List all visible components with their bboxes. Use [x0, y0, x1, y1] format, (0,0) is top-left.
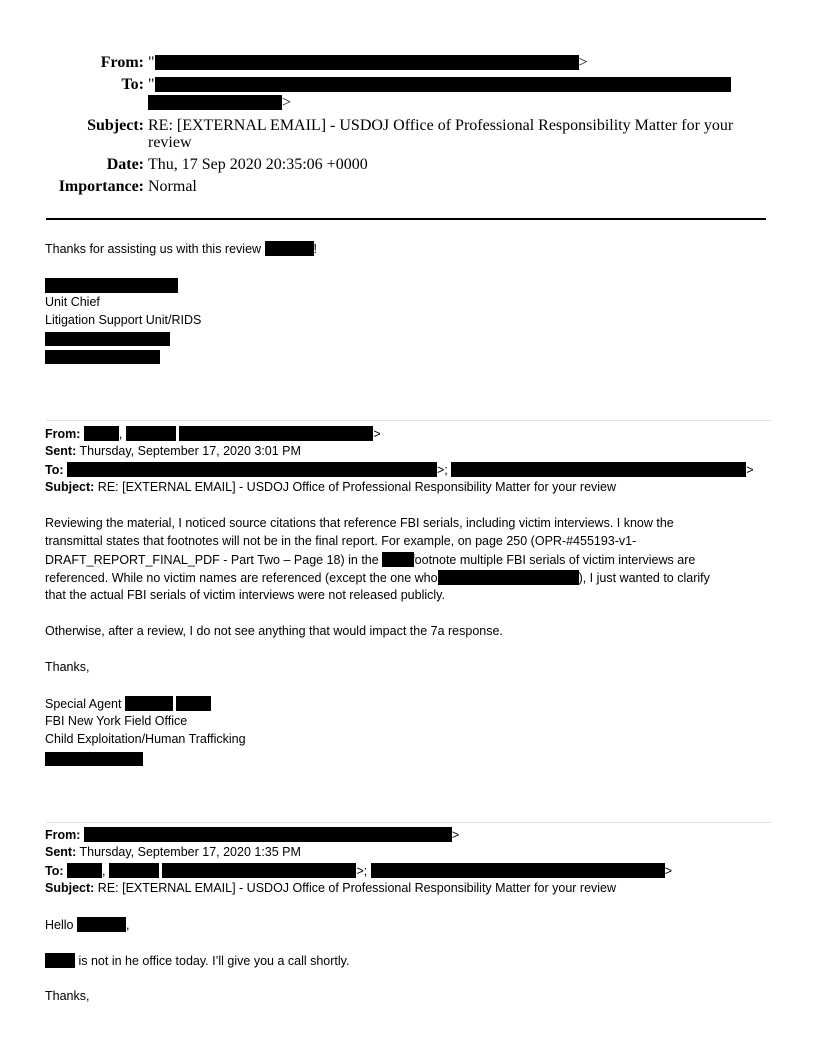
from-angle: > — [578, 54, 588, 71]
redaction — [179, 426, 373, 441]
message-separator — [46, 822, 771, 823]
redaction — [371, 863, 665, 878]
to-value-cont — [148, 94, 291, 112]
email2-from — [45, 426, 381, 441]
email3-from — [45, 827, 459, 842]
redaction — [45, 278, 178, 293]
redaction — [451, 462, 746, 477]
redaction — [176, 696, 211, 711]
redaction — [382, 552, 414, 567]
importance-label: Importance: — [58, 178, 144, 195]
body-text: footnote multiple FBI serials of victim interviews are — [411, 553, 696, 567]
signature-unit: Child Exploitation/Human Trafficking — [45, 732, 246, 746]
from-label: From: — [100, 54, 144, 71]
signature-unit: Litigation Support Unit/RIDS — [45, 313, 202, 327]
greeting-end: , — [125, 918, 130, 932]
angle: > — [664, 864, 673, 878]
sent-value: Thursday, September 17, 2020 3:01 PM — [79, 444, 301, 458]
subject-label: Subject: — [87, 117, 144, 134]
subject-value: RE: [EXTERNAL EMAIL] - USDOJ Office of Professional Responsibility Matter for your review — [97, 480, 617, 494]
body-line: transmittal states that footnotes will not be in the final report. For example, on page 250 (OPR-#455193-v1- — [45, 534, 637, 548]
redaction — [45, 350, 160, 364]
from-label: From: — [45, 828, 81, 842]
to-quote: " — [148, 76, 155, 93]
body-text: referenced. While no victim names are referenced (except the one who — [45, 571, 438, 585]
redaction — [84, 426, 119, 441]
redaction — [45, 332, 170, 346]
subject-line-1: RE: [EXTERNAL EMAIL] - USDOJ Office of Professional Responsibility Matter for your — [148, 117, 734, 134]
from-quote: " — [148, 54, 155, 71]
redaction — [155, 77, 731, 92]
body-line: that the actual FBI serials of victim interviews were not released publicly. — [45, 588, 445, 602]
importance-value: Normal — [148, 178, 197, 195]
to-angle: > — [282, 94, 292, 111]
message-separator — [46, 420, 771, 421]
from-label: From: — [45, 427, 81, 441]
redaction — [45, 953, 75, 968]
thanks-end: ! — [313, 242, 318, 256]
angle: > — [746, 463, 754, 477]
from-value — [148, 54, 588, 72]
angle: > — [373, 427, 381, 441]
closing: Thanks, — [45, 989, 90, 1003]
to-label: To: — [45, 864, 64, 878]
body-text: is not in he office today. I’ll give you a call shortly. — [78, 954, 350, 968]
redaction — [67, 462, 437, 477]
sent-value: Thursday, September 17, 2020 1:35 PM — [79, 845, 301, 859]
redaction — [109, 863, 159, 878]
redaction — [45, 752, 143, 766]
email2-sent — [45, 444, 301, 458]
redaction — [67, 863, 102, 878]
email3-to — [45, 863, 672, 878]
header-divider — [46, 218, 766, 220]
greeting — [45, 917, 129, 932]
email3-subject — [45, 881, 616, 895]
subject-label: Subject: — [45, 881, 95, 895]
signature-title: Unit Chief — [45, 295, 100, 309]
redaction — [162, 863, 356, 878]
thanks-line — [45, 241, 317, 256]
to-label: To: — [45, 463, 64, 477]
redaction — [84, 827, 452, 842]
redaction — [148, 95, 282, 110]
redaction — [265, 241, 314, 256]
body-text: ), I just wanted to clarify — [578, 571, 710, 585]
signature-office: FBI New York Field Office — [45, 714, 188, 728]
subject-label: Subject: — [45, 480, 95, 494]
signature-title — [45, 696, 211, 711]
body-line — [45, 552, 695, 567]
redaction — [155, 55, 579, 70]
redaction — [438, 570, 579, 585]
body-line — [45, 953, 349, 968]
subject-line-2: review — [148, 134, 192, 151]
to-label: To: — [121, 76, 144, 93]
greeting-text: Hello — [45, 918, 74, 932]
redaction — [126, 426, 176, 441]
redaction — [125, 696, 173, 711]
body-line: Reviewing the material, I noticed source citations that reference FBI serials, including victim interviews. I know the — [45, 516, 674, 530]
comma: , — [118, 427, 123, 441]
to-separator: >; — [437, 463, 448, 477]
thanks-text: Thanks for assisting us with this review — [45, 242, 262, 256]
date-label: Date: — [106, 156, 144, 173]
date-value: Thu, 17 Sep 2020 20:35:06 +0000 — [148, 156, 368, 173]
comma: , — [102, 864, 106, 878]
subject-value: RE: [EXTERNAL EMAIL] - USDOJ Office of Professional Responsibility Matter for your review — [97, 881, 617, 895]
to-separator: >; — [356, 864, 368, 878]
body-text: DRAFT_REPORT_FINAL_PDF - Part Two – Page 18) in the — [45, 553, 379, 567]
angle: > — [451, 828, 460, 842]
redaction — [77, 917, 126, 932]
closing: Thanks, — [45, 660, 90, 674]
body-paragraph: Otherwise, after a review, I do not see anything that would impact the 7a response. — [45, 624, 503, 638]
email2-to — [45, 462, 754, 477]
sent-label: Sent: — [45, 845, 77, 859]
to-value — [148, 76, 731, 94]
body-line — [45, 570, 710, 585]
email2-subject — [45, 480, 616, 494]
email3-sent — [45, 845, 301, 859]
sig-title-text: Special Agent — [45, 697, 122, 711]
sent-label: Sent: — [45, 444, 77, 458]
